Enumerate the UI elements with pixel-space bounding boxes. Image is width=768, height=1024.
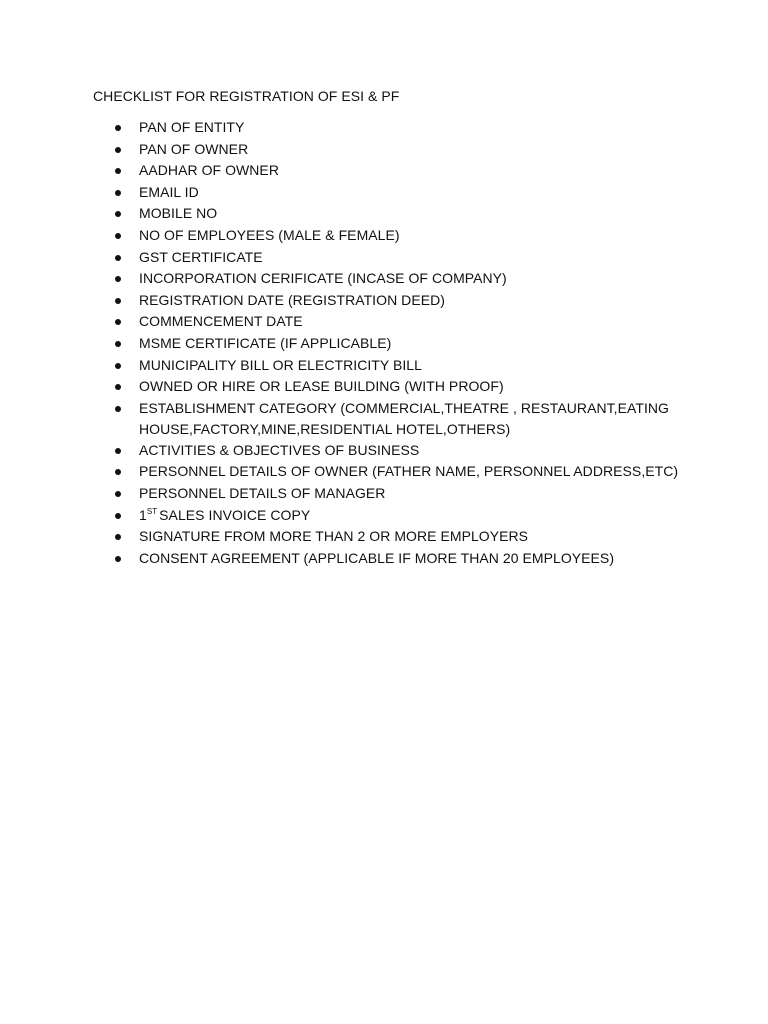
list-item-text: ESTABLISHMENT CATEGORY (COMMERCIAL,THEATRE , RESTAURANT,EATING HOUSE,FACTORY,MINE,RESIDENTIAL HOTEL,OTHERS) [139,399,669,437]
list-item [139,117,679,139]
bullet-icon [115,341,121,347]
bullet-icon [115,384,121,390]
list-item-text: GST CERTIFICATE [139,248,263,265]
list-item [139,376,679,398]
list-item [139,505,679,527]
document-title: CHECKLIST FOR REGISTRATION OF ESI & PF [93,88,400,104]
list-item-text: CONSENT AGREEMENT (APPLICABLE IF MORE THAN 20 EMPLOYEES) [139,549,615,566]
list-item [139,182,679,204]
list-item [139,440,679,462]
checklist [139,117,679,569]
bullet-icon [115,276,121,282]
bullet-icon [115,298,121,304]
list-item [139,160,679,182]
bullet-icon [115,406,121,412]
list-item [139,526,679,548]
bullet-icon [115,168,121,174]
list-item-text: PAN OF OWNER [139,140,249,157]
list-item [139,398,679,440]
bullet-icon [115,319,121,325]
list-item-text: SALES INVOICE COPY [159,506,311,523]
list-item [139,548,679,570]
list-item-text: PERSONNEL DETAILS OF OWNER (FATHER NAME, PERSONNEL ADDRESS,ETC) [139,463,679,480]
bullet-icon [115,125,121,131]
list-item-text: EMAIL ID [139,183,199,200]
bullet-icon [115,147,121,153]
bullet-icon [115,233,121,239]
list-item [139,355,679,377]
bullet-icon [115,469,121,475]
bullet-icon [115,363,121,369]
list-item-text: INCORPORATION CERIFICATE (INCASE OF COMPANY) [139,270,507,287]
list-item [139,461,679,483]
bullet-icon [115,534,121,540]
list-item [139,311,679,333]
bullet-icon [115,211,121,217]
list-item-text: PAN OF ENTITY [139,119,245,135]
list-item-text: OWNED OR HIRE OR LEASE BUILDING (WITH PROOF) [139,378,504,395]
list-item-text: ACTIVITIES & OBJECTIVES OF BUSINESS [139,441,420,458]
list-item [139,268,679,290]
ordinal-suffix: ST [146,506,158,516]
bullet-icon [115,190,121,196]
bullet-icon [115,513,121,519]
list-item-text: REGISTRATION DATE (REGISTRATION DEED) [139,291,445,308]
list-item-text: PERSONNEL DETAILS OF MANAGER [139,484,386,501]
list-item-text: AADHAR OF OWNER [139,162,279,179]
bullet-icon [115,448,121,454]
bullet-icon [115,491,121,497]
list-item [139,483,679,505]
list-item [139,203,679,225]
list-item-text: COMMENCEMENT DATE [139,313,303,330]
list-item-text: NO OF EMPLOYEES (MALE & FEMALE) [139,226,400,243]
list-item-text: SIGNATURE FROM MORE THAN 2 OR MORE EMPLOYERS [139,528,529,545]
list-item [139,333,679,355]
list-item [139,290,679,312]
bullet-icon [115,556,121,562]
list-item [139,139,679,161]
list-item [139,247,679,269]
list-item [139,225,679,247]
ordinal-number: 1 [139,506,147,523]
list-item-text: MOBILE NO [139,205,218,222]
list-item-text: MUNICIPALITY BILL OR ELECTRICITY BILL [139,356,422,373]
list-item-text: MSME CERTIFICATE (IF APPLICABLE) [139,334,392,351]
bullet-icon [115,255,121,261]
